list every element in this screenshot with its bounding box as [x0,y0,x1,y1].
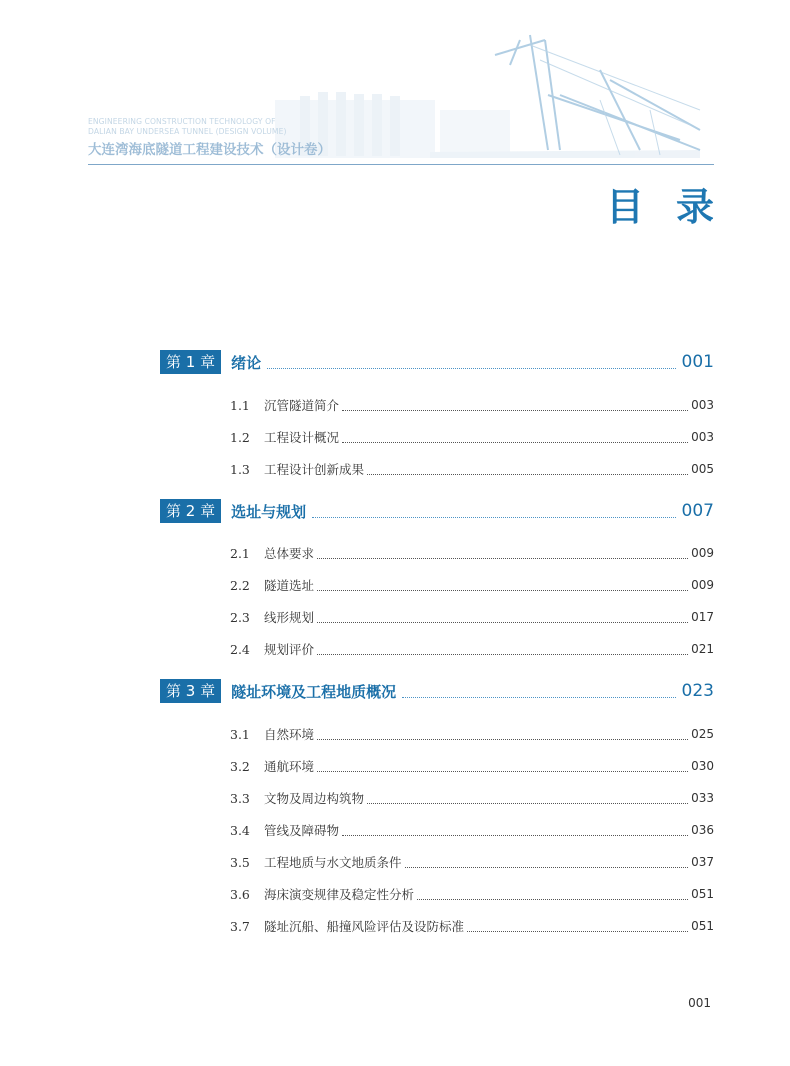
leader-dots [342,400,688,411]
section-number: 2.1 [230,545,250,561]
leader-dots [317,548,688,559]
section-number: 3.2 [230,758,250,774]
section-title: 规划评价 [264,642,315,657]
leader-dots [467,921,688,932]
section-title: 隧址沉船、船撞风险评估及设防标准 [264,919,465,934]
section-page: 036 [691,823,714,837]
section-page: 051 [691,919,714,933]
section-number: 2.2 [230,577,250,593]
leader-dots [342,825,688,836]
section-page: 051 [691,887,714,901]
section-entry[interactable] [230,757,714,775]
section-title: 文物及周边构筑物 [264,791,365,806]
section-entry[interactable] [230,428,714,446]
section-page: 033 [691,791,714,805]
leader-dots [367,793,688,804]
chapter-1-entry[interactable] [160,349,714,375]
section-page: 017 [691,610,714,624]
header-divider [88,164,714,165]
section-number: 1.1 [230,397,250,413]
section-entry[interactable] [230,725,714,743]
leader-dots [317,761,688,772]
leader-dots [405,857,689,868]
leader-dots [342,432,688,443]
chapter-title: 隧址环境及工程地质概况 [231,682,397,701]
section-page: 003 [691,398,714,412]
section-entry[interactable] [230,885,714,903]
section-page: 025 [691,727,714,741]
section-entry[interactable] [230,544,714,562]
chapter-badge: 第 3 章 [160,679,221,703]
chapter-page: 007 [681,501,714,521]
section-title: 线形规划 [264,610,315,625]
chapter-2-entry[interactable] [160,498,714,524]
section-number: 3.7 [230,918,250,934]
section-number: 1.2 [230,429,250,445]
chapter-title: 选址与规划 [231,502,307,521]
section-entry[interactable] [230,853,714,871]
section-page: 030 [691,759,714,773]
leader-dots [402,684,675,698]
section-number: 3.6 [230,886,250,902]
leader-dots [317,612,688,623]
section-entry[interactable] [230,608,714,626]
section-page: 037 [691,855,714,869]
header-book-title: 大连湾海底隧道工程建设技术（设计卷） [88,142,331,158]
section-entry[interactable] [230,396,714,414]
section-title: 工程设计概况 [264,430,340,445]
section-title: 工程设计创新成果 [264,462,365,477]
section-number: 3.3 [230,790,250,806]
section-number: 2.3 [230,609,250,625]
section-page: 021 [691,642,714,656]
chapter-3-entry[interactable] [160,678,714,704]
section-page: 005 [691,462,714,476]
section-entry[interactable] [230,640,714,658]
section-title: 沉管隧道简介 [264,398,340,413]
section-number: 3.5 [230,854,250,870]
section-title: 总体要求 [264,546,315,561]
leader-dots [267,355,675,369]
section-page: 009 [691,546,714,560]
section-entry[interactable] [230,917,714,935]
header-english-line-2: DALIAN BAY UNDERSEA TUNNEL (DESIGN VOLUME) [88,127,287,136]
leader-dots [367,464,688,475]
chapter-page: 001 [681,352,714,372]
leader-dots [417,889,688,900]
section-title: 通航环境 [264,759,315,774]
section-number: 1.3 [230,461,250,477]
section-title: 自然环境 [264,727,315,742]
header-english-line-1: ENGINEERING CONSTRUCTION TECHNOLOGY OF [88,117,276,126]
page-number: 001 [688,996,711,1010]
section-number: 3.1 [230,726,250,742]
section-entry[interactable] [230,789,714,807]
section-entry[interactable] [230,821,714,839]
leader-dots [317,729,688,740]
section-page: 003 [691,430,714,444]
section-entry[interactable] [230,460,714,478]
section-title: 工程地质与水文地质条件 [264,855,402,870]
leader-dots [312,504,675,518]
chapter-page: 023 [681,681,714,701]
section-title: 海床演变规律及稳定性分析 [264,887,415,902]
chapter-badge: 第 1 章 [160,350,221,374]
chapter-badge: 第 2 章 [160,499,221,523]
leader-dots [317,644,688,655]
section-number: 3.4 [230,822,250,838]
leader-dots [317,580,688,591]
toc-title: 目录 [605,185,746,229]
section-title: 隧道选址 [264,578,315,593]
section-entry[interactable] [230,576,714,594]
chapter-title: 绪论 [231,353,262,372]
section-page: 009 [691,578,714,592]
section-number: 2.4 [230,641,250,657]
section-title: 管线及障碍物 [264,823,340,838]
